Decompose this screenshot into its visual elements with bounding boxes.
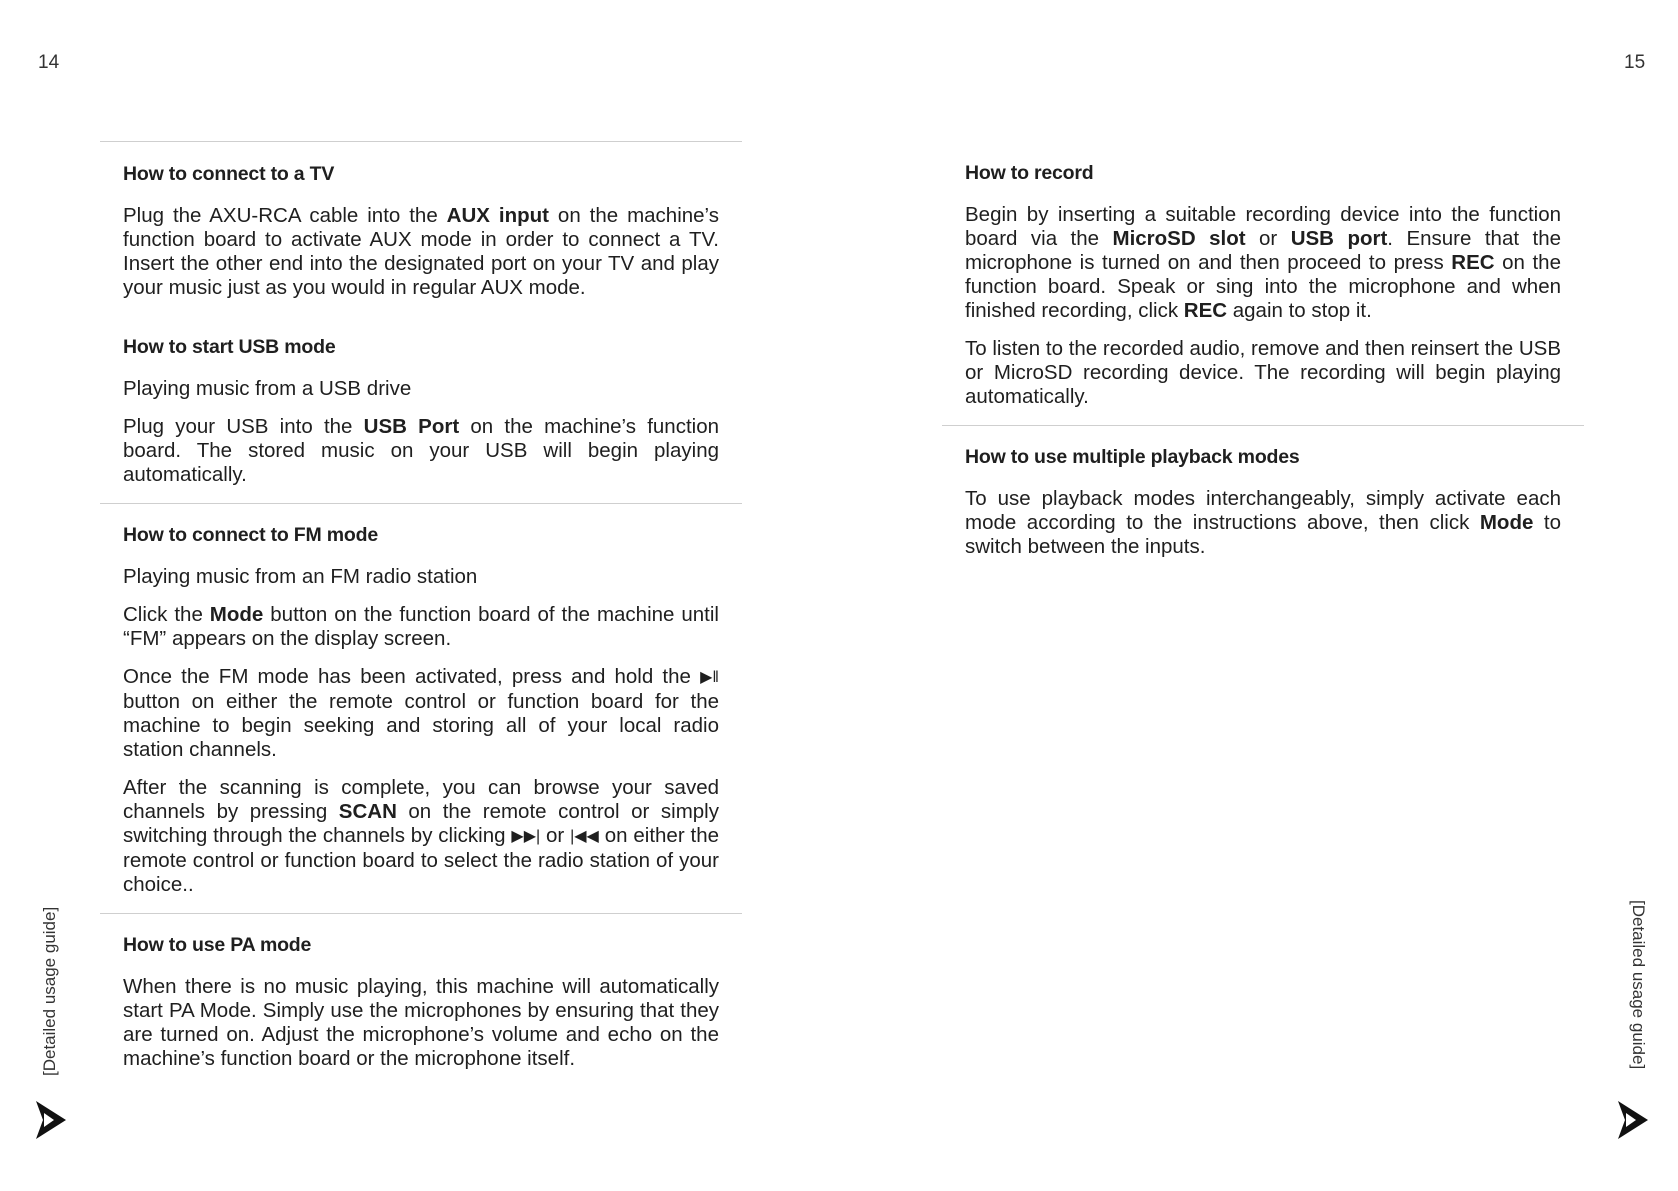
divider (100, 141, 742, 142)
divider (100, 503, 742, 504)
section-connect-tv (100, 163, 742, 487)
previous-track-icon: |◀◀ (570, 828, 599, 845)
section-title: How to record (965, 162, 1094, 184)
section-title: How to connect to FM mode (123, 524, 378, 546)
section-playback-modes (942, 446, 1584, 559)
page-number-left: 14 (38, 52, 60, 73)
paragraph: To use playback modes interchangeably, simply activate each mode according to the instructions above, then click Mode to switch between the inputs. (965, 487, 1561, 558)
side-label-left: [Detailed usage guide] (40, 906, 59, 1076)
paragraph: Plug the AXU-RCA cable into the AUX input on the machine’s function board to activate AUX mode in order to connect a TV. Insert the other end into the designated port on your TV and play your music just as you would in regular AUX mode. (123, 204, 719, 299)
paragraph: When there is no music playing, this machine will automatically start PA Mode. Simply use the microphones by ensuring that they are turned on. Adjust the microphone’s volume and echo on the machine’s function board or the microphone itself. (123, 975, 719, 1070)
paragraph: Plug your USB into the USB Port on the machine’s function board. The stored music on your USB will begin playing automatically. (123, 415, 720, 486)
paragraph: To listen to the recorded audio, remove and then reinsert the USB or MicroSD recording device. The recording will begin playing automatically. (965, 337, 1561, 408)
divider (942, 425, 1584, 426)
section-pa-mode (100, 934, 742, 1071)
left-page-column (100, 141, 742, 1071)
play-pause-icon: ▶ǁ (700, 669, 719, 686)
paragraph: Begin by inserting a suitable recording device into the function board via the MicroSD slot or USB port. Ensure that the microphone is turned on and then proceed to press REC on the function board. Speak or sing into the microphone and when finished recording, click REC again to stop it. (965, 203, 1561, 322)
section-title: How to use PA mode (123, 934, 312, 956)
paragraph: Once the FM mode has been activated, press and hold the ▶ǁ button on either the remote control or function board for the machine to begin seeking and storing all of your local radio station channels. (123, 665, 719, 761)
logo-icon (34, 1099, 68, 1141)
section-title: How to start USB mode (123, 336, 336, 358)
side-label-right: [Detailed usage guide] (1629, 900, 1648, 1070)
right-page-column (942, 141, 1584, 559)
logo-icon (1616, 1099, 1650, 1141)
paragraph: Click the Mode button on the function board of the machine until “FM” appears on the display screen. (123, 603, 719, 650)
section-title: How to use multiple playback modes (965, 446, 1300, 468)
divider (100, 913, 742, 914)
paragraph: Playing music from a USB drive (123, 377, 412, 400)
next-track-icon: ▶▶| (511, 828, 541, 845)
page-number-right: 15 (1624, 52, 1646, 73)
section-title: How to connect to a TV (123, 163, 335, 185)
paragraph: After the scanning is complete, you can browse your saved channels by pressing SCAN on the remote control or simply switching through the channels by clicking ▶▶| or |◀◀ on either the remote control or function board to select the radio station of your choice.. (123, 776, 719, 896)
section-record (942, 162, 1584, 409)
section-fm-mode (100, 524, 742, 897)
paragraph: Playing music from an FM radio station (123, 565, 478, 588)
